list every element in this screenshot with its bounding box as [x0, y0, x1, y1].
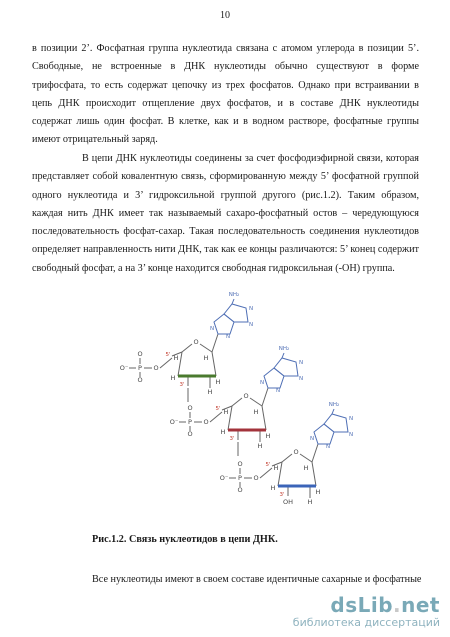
sugar-left-3: [278, 462, 282, 486]
sugar-top-right-3: [300, 454, 312, 462]
base-n2-3: N: [325, 444, 331, 450]
base-nh2-1: NH₂: [228, 292, 240, 298]
watermark-logo-dot: .: [393, 593, 402, 617]
base-n4-3: N: [348, 432, 354, 438]
watermark-tagline: библиотека диссертаций: [292, 616, 440, 629]
base-n2-1: N: [225, 334, 231, 340]
o-c5-bond-2: [210, 412, 222, 422]
sugar-h4-2: H: [265, 432, 271, 440]
phosphate-o-right-1: O: [153, 364, 159, 372]
paragraph-1: в позиции 2’. Фосфатная группа нуклеотида связана с атомом углерода в позиции 5’. Свободные, не встроенные в ДНК нуклеотиды обычно существуют в форме трифосфата, то есть содержат цепочку из трех фосфатов. Однако при встраивании в цепь ДНК происходит отщепление двух фосфатов, и в составе ДНК нуклеотиды содержат лишь один фосфат. В клетке, как и в водном растворе, фосфатные группы имеют отрицательный заряд.: [32, 43, 419, 146]
phosphate-o-bottom-3: O: [237, 486, 243, 494]
sugar-h1-2: H: [223, 408, 229, 416]
phosphate-o-bottom-1: O: [137, 376, 143, 384]
phosphate-p-1: P: [138, 364, 142, 372]
base-six-ring-3: [324, 414, 348, 432]
o-c5-bond-3: [260, 468, 272, 478]
base-nh2-bond-1: [232, 299, 234, 304]
prime5-label-1: 5': [165, 352, 171, 358]
sugar-o-1: O: [193, 338, 199, 346]
sugar-right-2: [262, 406, 266, 430]
phosphate-o-right-3: O: [253, 474, 259, 482]
base-nh2-2: NH₂: [278, 346, 290, 352]
watermark-logo: [293, 594, 440, 616]
sugar-h5-1: H: [207, 388, 213, 396]
sugar-top-right-2: [250, 398, 262, 406]
phosphate-o-bottom-2: O: [187, 430, 193, 438]
sugar-h3-2: H: [220, 428, 226, 436]
phosphate-o-minus-2: O⁻: [169, 418, 179, 426]
sugar-h3-3: H: [270, 484, 276, 492]
base-five-ring-3: [314, 424, 334, 444]
sugar-h1-1: H: [173, 354, 179, 362]
sugar-h4-3: H: [315, 488, 321, 496]
glycosidic-bond-3: [312, 444, 318, 462]
prime5-label-2: 5': [215, 406, 221, 412]
base-nh2-bond-3: [332, 409, 334, 414]
sugar-top-left-3: [282, 454, 292, 462]
phosphate-o-top-1: O: [137, 350, 143, 358]
nucleotide-chain-figure: [110, 250, 370, 528]
base-six-ring-1: [224, 304, 248, 322]
base-n4-2: N: [298, 376, 304, 382]
sugar-h1-3: H: [273, 464, 279, 472]
base-n3-1: N: [248, 306, 254, 312]
base-n1-2: N: [259, 380, 265, 386]
base-n3-3: N: [348, 416, 354, 422]
sugar-h3-1: H: [170, 374, 176, 382]
base-n3-2: N: [298, 360, 304, 366]
glycosidic-bond-2: [262, 388, 268, 406]
phosphate-o-top-3: O: [237, 460, 243, 468]
prime5-label-3: 5': [265, 462, 271, 468]
paragraph-3: Все нуклеотиды имеют в своем составе идентичные сахарные и фосфатные: [92, 574, 422, 585]
phosphate-o-top-2: O: [187, 404, 193, 412]
sugar-h2-1: H: [203, 354, 209, 362]
prime3-label-2: 3': [229, 436, 235, 442]
oh-label: OH: [282, 498, 294, 506]
sugar-h2-2: H: [253, 408, 259, 416]
phosphate-o-minus-1: O⁻: [119, 364, 129, 372]
watermark: [293, 594, 440, 629]
base-nh2-bond-2: [282, 353, 284, 358]
figure-caption: Рис.1.2. Связь нуклеотидов в цепи ДНК.: [92, 534, 278, 545]
watermark-logo-main: dsLib: [330, 593, 394, 617]
sugar-h5-3: H: [307, 498, 313, 506]
watermark-logo-tld: net: [401, 593, 440, 617]
sugar-top-left-1: [182, 344, 192, 352]
paragraph-2: В цепи ДНК нуклеотиды соединены за счет фосфодиэфирной связи, которая представляет собой ковалентную связь, сформированную между 5’ фосфатной группой одного нуклеотида и 3’ гидроксильной группой другого (рис.1.2). Таким образом, каждая нить ДНК имеет так называемый сахаро-фосфатный остов – чередующуюся последовательность фосфат-сахар. Такая последовательность соединения нуклеотидов определяет направленность нити ДНК, так как ее концы различаются: 5’ конец содержит свободный фосфат, а на 3’ конце находится свободная гидроксильная (-ОН) группа.: [32, 153, 419, 274]
phosphate-o-right-2: O: [203, 418, 209, 426]
base-n2-2: N: [275, 388, 281, 394]
sugar-o-2: O: [243, 392, 249, 400]
base-five-ring-1: [214, 314, 234, 334]
page-number: 10: [220, 10, 230, 21]
sugar-o-3: O: [293, 448, 299, 456]
phosphate-p-3: P: [238, 474, 242, 482]
prime3-label-1: 3': [179, 382, 185, 388]
base-six-ring-2: [274, 358, 298, 376]
glycosidic-bond-1: [212, 334, 218, 352]
sugar-top-right-1: [200, 344, 212, 352]
sugar-right-3: [312, 462, 316, 486]
phosphate-p-2: P: [188, 418, 192, 426]
o-c5-bond-1: [160, 358, 172, 368]
sugar-h2-3: H: [303, 464, 309, 472]
sugar-left-1: [178, 352, 182, 376]
sugar-h5-2: H: [257, 442, 263, 450]
sugar-top-left-2: [232, 398, 242, 406]
sugar-left-2: [228, 406, 232, 430]
base-five-ring-2: [264, 368, 284, 388]
phosphate-o-minus-3: O⁻: [219, 474, 229, 482]
base-n1-3: N: [309, 436, 315, 442]
base-n1-1: N: [209, 326, 215, 332]
sugar-h4-1: H: [215, 378, 221, 386]
sugar-right-1: [212, 352, 216, 376]
prime3-label-3: 3': [279, 492, 285, 498]
base-nh2-3: NH₂: [328, 402, 340, 408]
base-n4-1: N: [248, 322, 254, 328]
